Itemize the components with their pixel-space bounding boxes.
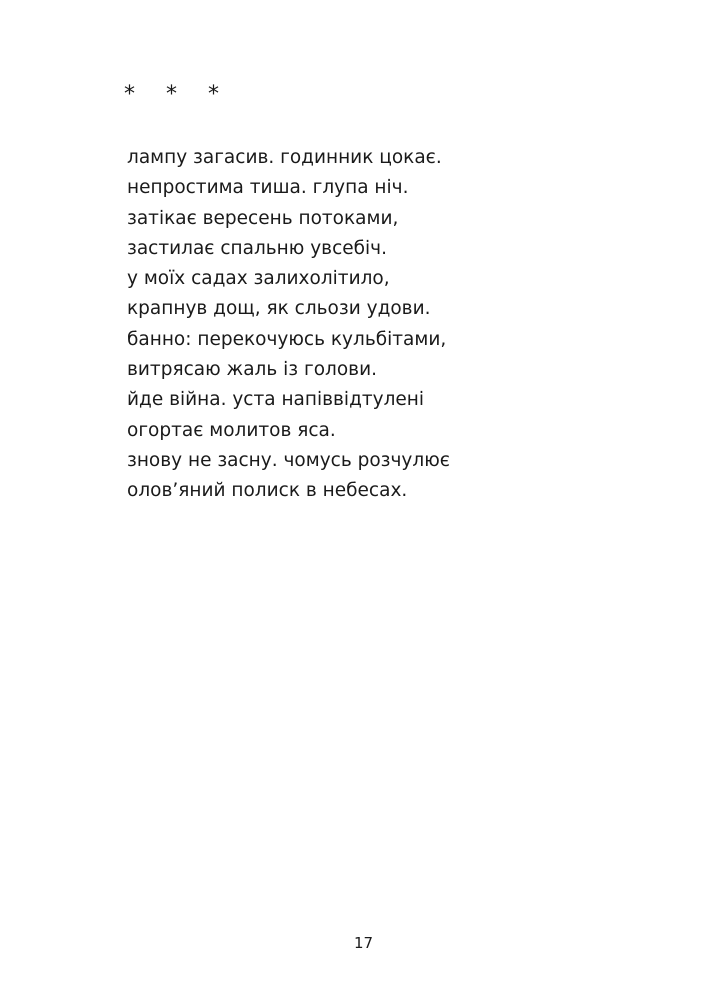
poem-line: йде війна. уста напіввідтулені (127, 389, 425, 411)
poem-line: у моїх садах залихолітило, (127, 268, 390, 290)
poem-line: лампу загасив. годинник цокає. (127, 147, 442, 168)
poem-line: огортає молитов яса. (127, 419, 336, 441)
page-number: 17 (353, 934, 374, 952)
poem (127, 143, 687, 507)
poem-line: банно: перекочуюсь кульбітами, (127, 328, 447, 350)
poem-line: непростима тиша. глупа ніч. (127, 177, 409, 199)
poem-line: витрясаю жаль із голови. (127, 359, 377, 381)
poem-line: знову не засну. чомусь розчулює (127, 449, 450, 471)
poem-line: крапнув дощ, як сльози удови. (127, 298, 431, 320)
section-separator: * * * (124, 82, 231, 107)
poem-line: олов’яний полиск в небесах. (127, 480, 408, 502)
poem-line: затікає вересень потоками, (127, 207, 399, 229)
poem-line: застилає спальню увсебіч. (127, 237, 387, 259)
